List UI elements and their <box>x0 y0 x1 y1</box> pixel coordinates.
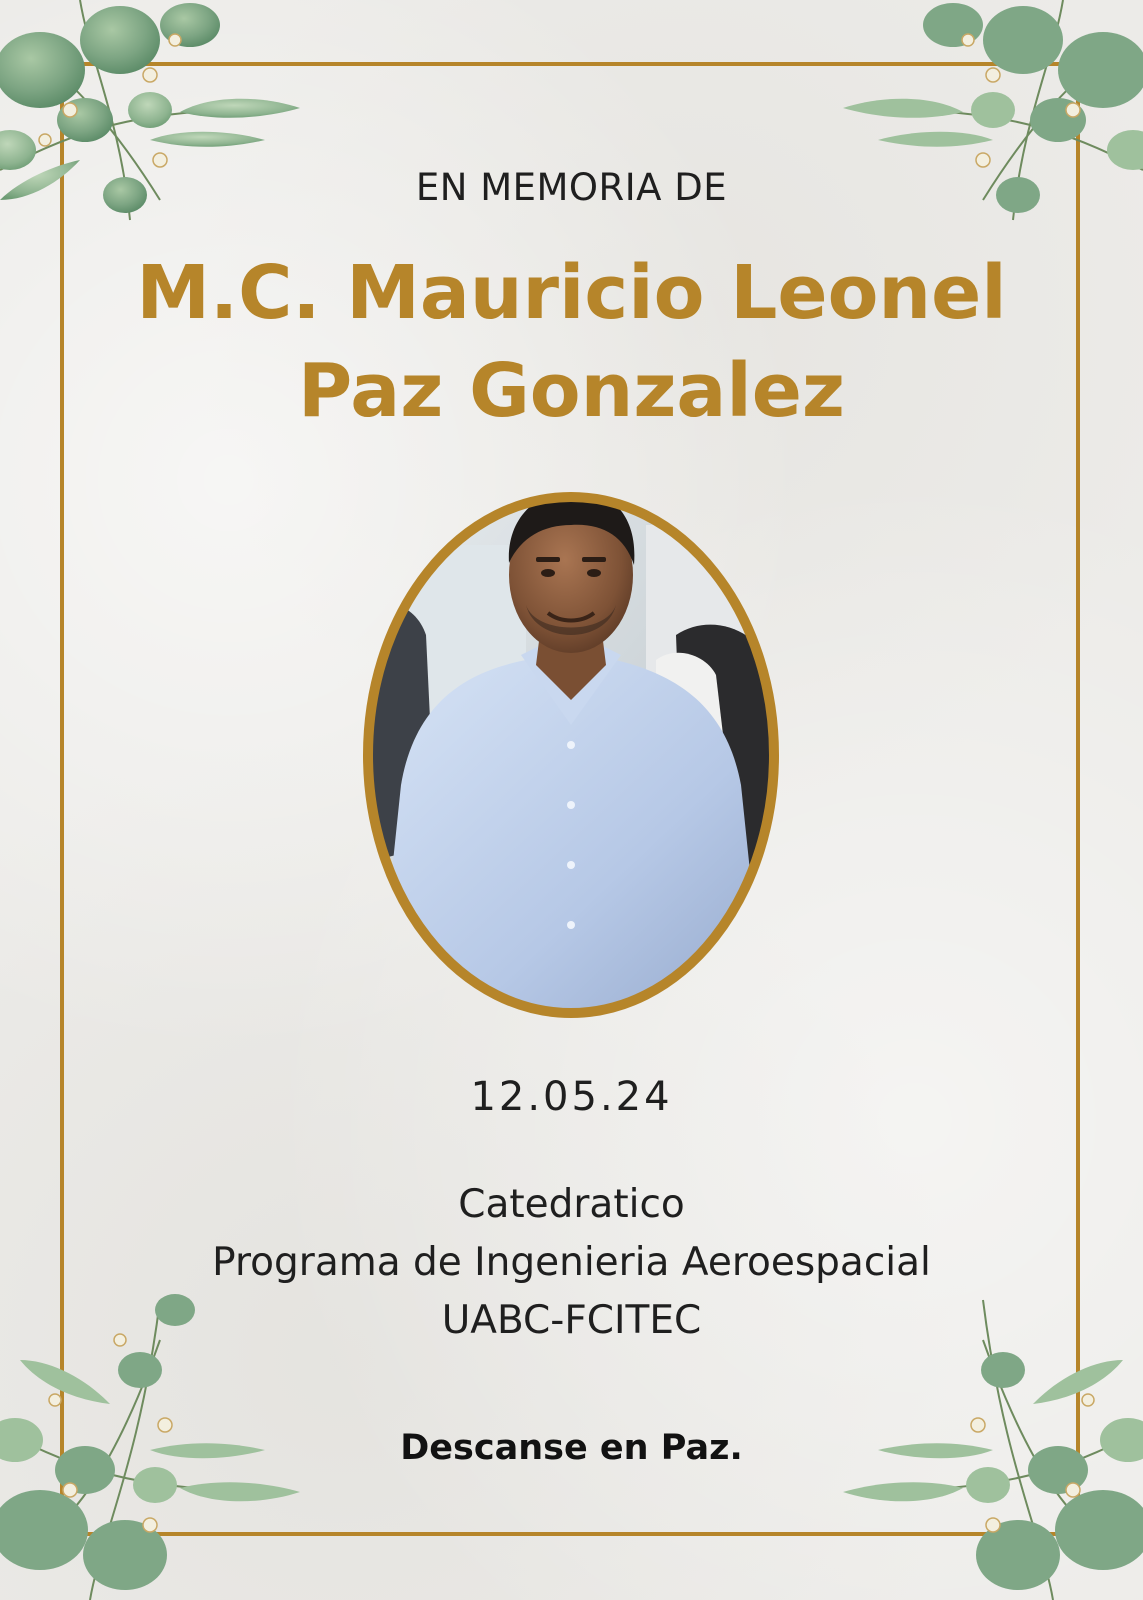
date-text: 12.05.24 <box>470 1074 673 1120</box>
deceased-name-line-1: M.C. Mauricio Leonel <box>136 250 1007 336</box>
role-block <box>0 1176 1143 1350</box>
role-title: Catedratico <box>458 1182 685 1227</box>
role-program: Programa de Ingenieria Aeroespacial <box>212 1240 931 1285</box>
intro-heading: EN MEMORIA DE <box>415 166 728 209</box>
closing-message: Descanse en Paz. <box>400 1428 743 1468</box>
eucalyptus-branch-icon <box>0 0 330 260</box>
eucalyptus-branch-icon <box>813 0 1143 260</box>
deceased-name <box>0 244 1143 440</box>
memorial-portrait <box>356 485 786 1025</box>
deceased-name-line-2: Paz Gonzalez <box>298 348 845 434</box>
role-institution: UABC-FCITEC <box>441 1298 702 1343</box>
